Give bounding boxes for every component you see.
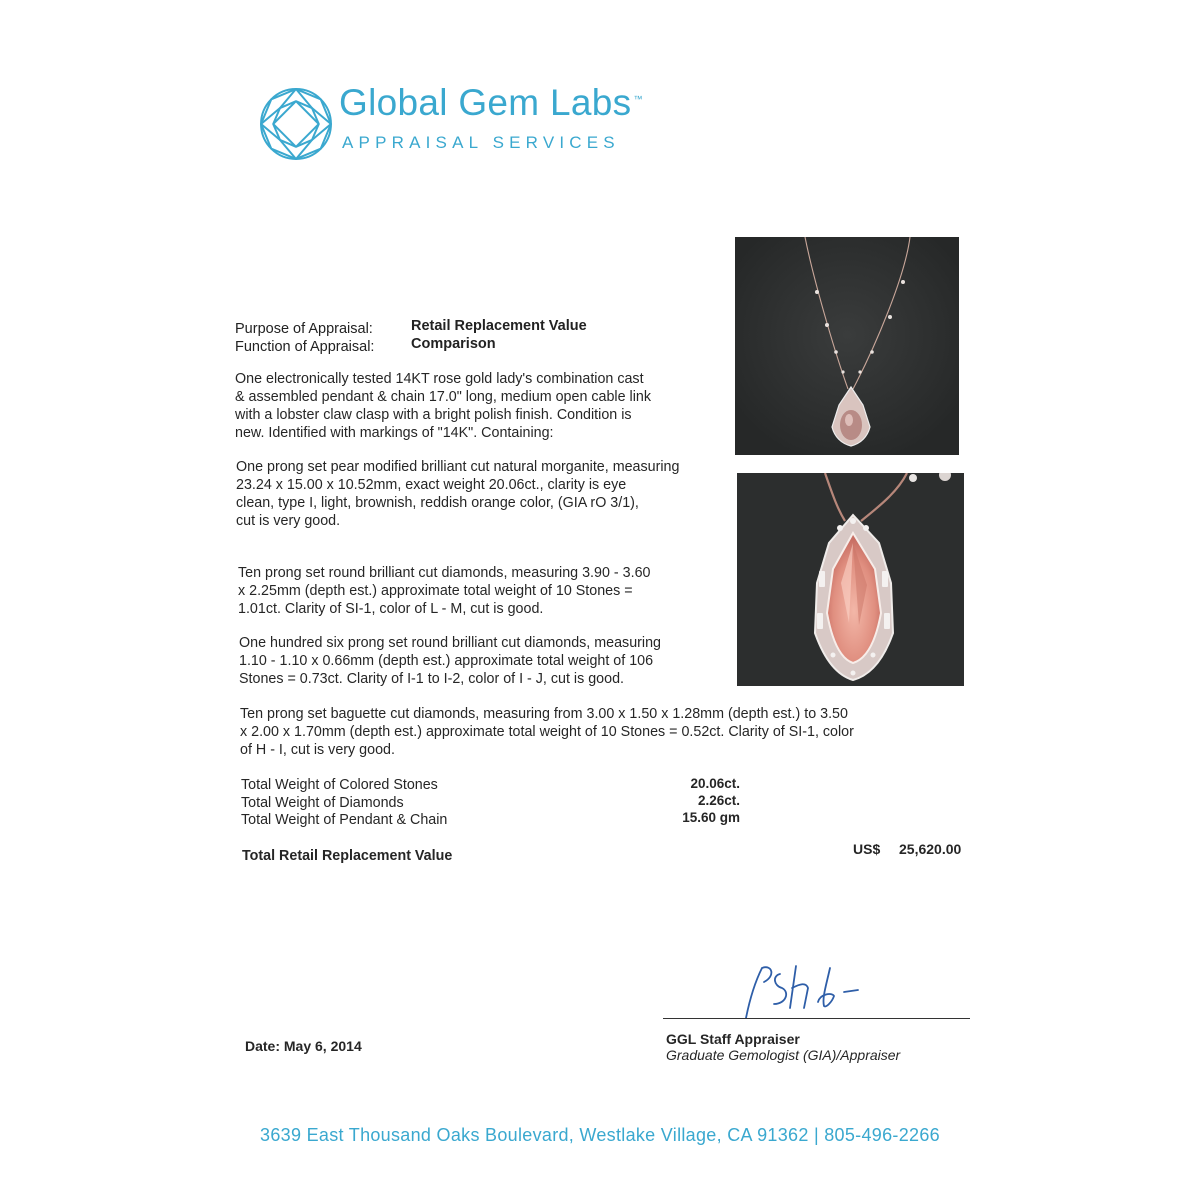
appraisal-date: Date: May 6, 2014 [245,1038,362,1054]
round-diamonds-106-description: One hundred six prong set round brilliant cut diamonds, measuring 1.10 - 1.10 x 0.66mm (depth est.) approximate total weight of 106 Stones = 0.73ct. Clarity of I-1 to I-2, color of I - J, cut is good. [239,635,661,687]
retail-value: 25,620.00 [899,841,962,857]
brand-subtitle: APPRAISAL SERVICES [342,133,620,152]
function-value: Comparison [411,336,496,352]
function-label: Function of Appraisal: [235,339,375,355]
item-description: One electronically tested 14KT rose gold lady's combination cast & assembled pendant & chain 17.0" long, medium open cable link with a lobster claw clasp with a bright polish finish. Condition is new. Identified with markings of "14K". Containing: [235,371,651,441]
total-colored-stones-value: 20.06ct. [690,776,740,791]
purpose-value: Retail Replacement Value [411,318,587,334]
appraiser-title: GGL Staff Appraiser [666,1031,800,1047]
appraiser-signature [736,958,866,1024]
appraiser-credential: Graduate Gemologist (GIA)/Appraiser [666,1047,901,1063]
morganite-description: One prong set pear modified brilliant cut natural morganite, measuring 23.24 x 15.00 x 10.52mm, exact weight 20.06ct., clarity is eye clean, type I, light, brownish, reddish orange color, (GIA rO 3/1), cut is very good. [236,459,680,529]
trademark-symbol: ™ [633,93,643,104]
retail-currency: US$ [853,841,881,857]
brand-name: Global Gem Labs ™ [339,82,643,123]
total-pendant-chain-label: Total Weight of Pendant & Chain [241,812,448,828]
total-diamonds-label: Total Weight of Diamonds [241,795,404,811]
purpose-label: Purpose of Appraisal: [235,321,373,337]
footer-address: 3639 East Thousand Oaks Boulevard, Westlake Village, CA 91362 | 805-496-2266 [260,1125,940,1145]
necklace-photo [735,237,959,455]
signature-line [663,1018,970,1019]
svg-text:.: . [847,410,848,411]
total-retail-value-label: Total Retail Replacement Value [242,848,453,864]
baguette-diamonds-description: Ten prong set baguette cut diamonds, measuring from 3.00 x 1.50 x 1.28mm (depth est.) to 3.50 x 2.00 x 1.70mm (depth est.) approximate total weight of 10 Stones = 0.52ct. Clarity of SI-1, color of H - I, cut is very good. [240,706,854,758]
round-diamonds-10-description: Ten prong set round brilliant cut diamonds, measuring 3.90 - 3.60 x 2.25mm (depth est.) approximate total weight of 10 Stones = 1.01ct. Clarity of SI-1, color of L - M, cut is good. [238,565,651,617]
diamond-gem-icon [258,86,334,162]
total-colored-stones-label: Total Weight of Colored Stones [241,777,438,793]
pendant-closeup-photo [737,473,964,686]
total-diamonds-value: 2.26ct. [697,793,740,808]
total-pendant-chain-value: 15.60 gm [682,810,740,825]
